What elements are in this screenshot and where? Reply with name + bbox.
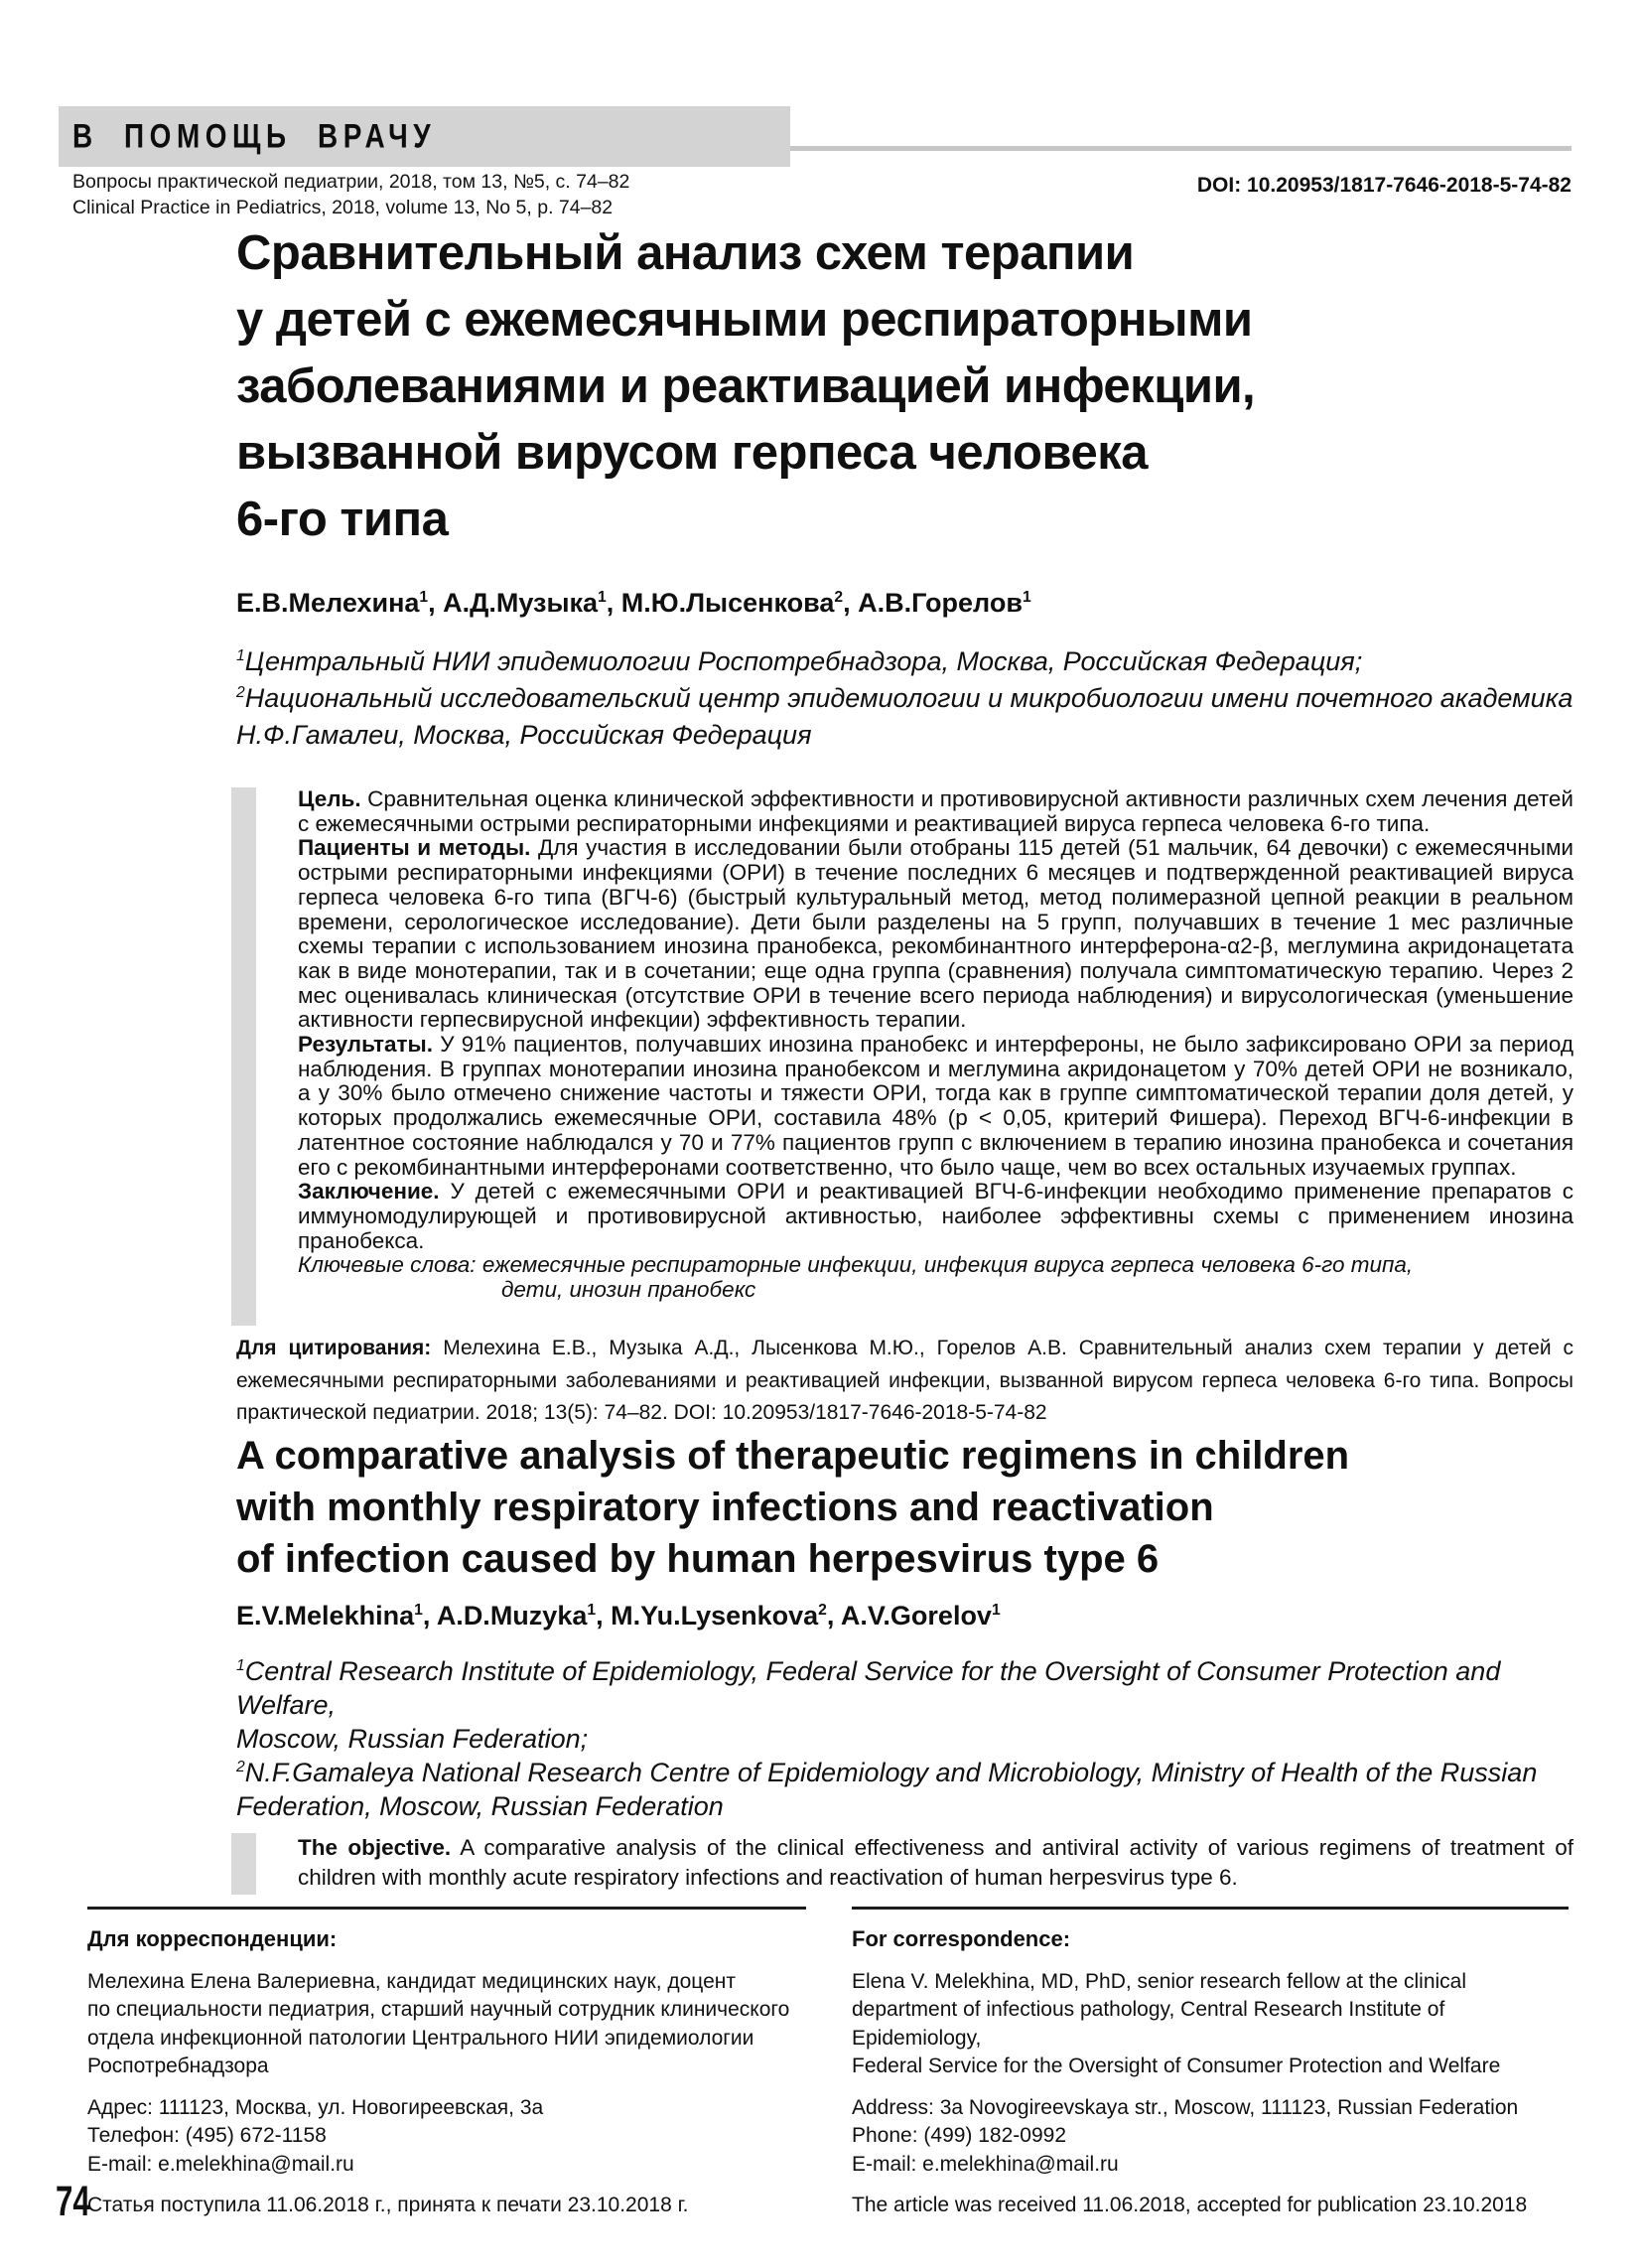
correspondence-block: Адрес: 111123, Москва, ул. Новогиреевская, 3а Телефон: (495) 672-1158 E-mail: e.melekhina@mail.ru (87, 2095, 544, 2176)
journal-info-en: Clinical Practice in Pediatrics, 2018, volume 13, No 5, p. 74–82 (72, 197, 614, 218)
objective-label: The objective. (298, 1835, 452, 1860)
article-title-en: A comparative analysis of therapeutic regimens in children with monthly respiratory infections and reactivation of infection caused by human herpesvirus type 6 (236, 1434, 1350, 1581)
abstract-paragraph: Пациенты и методы. Для участия в исследовании были отобраны 115 детей (51 мальчик, 64 девочки) с ежемесячными острыми респираторными инфекциями (ОРИ) в течение последних 6 месяцев и подтвержденной реактивацией вируса герпеса человека 6-го типа (ВГЧ-6) (быстрый культуральный метод, метод полимеразной цепной реакции в реальном времени, серологическое исследование). Дети были разделены на 5 групп, получавших в течение 1 мес различные схемы терапии с использованием инозина пранобекса, рекомбинантного интерферона-α2-β, меглумина акридонацетата как в виде монотерапии, так и в сочетании; еще одна группа (сравнения) получала симптоматическую терапию. Через 2 мес оценивалась клиническая (отсутствие ОРИ в течение всего периода наблюдения) и вирусологическая (уменьшение активности герпесвирусной инфекции) эффективность терапии. (298, 835, 1574, 1033)
citation-ru (236, 1333, 1574, 1430)
abstract-paragraphs (298, 787, 1574, 1253)
affiliation: $^2$N.F.Gamaleya National Research Centre of Epidemiology and Microbiology, Ministry of Health of the Russian Federation, Moscow, Russian Federation (236, 1758, 1538, 1821)
correspondence-ru-blocks (87, 1968, 806, 2220)
correspondence-ru-rule (87, 1907, 806, 1910)
section-header-bar (59, 106, 790, 167)
keywords-line2: дети, инозин пранобекс (501, 1277, 756, 1303)
affiliations-en (236, 1654, 1576, 1823)
objective-accent-bar (231, 1833, 256, 1895)
journal-info (72, 169, 629, 220)
correspondence-block: Мелехина Елена Валериевна, кандидат медицинских наук, доцент по специальности педиатрия, старший научный сотрудник клинического отдела инфекционной патологии Центрального НИИ эпидемиологии Роспотребнадзора (87, 1969, 790, 2077)
abstract-accent-bar (231, 787, 256, 1326)
authors-en: E.V.Melekhina$^1$, A.D.Muzyka$^1$, M.Yu.Lysenkova$^2$, A.V.Gorelov$^1$ (236, 1601, 1001, 1630)
abstract-paragraph: Цель. Сравнительная оценка клинической эффективности и противовирусной активности различных схем лечения детей с ежемесячными острыми респираторными инфекциями и реактивацией вируса герпеса человека 6-го типа. (298, 786, 1574, 836)
doi-label: DOI: 10.20953/1817-7646-2018-5-74-82 (1196, 174, 1572, 197)
correspondence-en (852, 1907, 1569, 2233)
abstract-paragraph: Заключение. У детей с ежемесячными ОРИ и реактивацией ВГЧ-6-инфекции необходимо применение препаратов с иммуномодулирующей и противовирусной активностью, наиболее эффективны схемы с применением инозина пранобекса. (298, 1179, 1574, 1253)
correspondence-ru (87, 1907, 806, 2233)
correspondence-en-blocks (852, 1968, 1569, 2220)
abstract-ru (231, 787, 1574, 1303)
correspondence-block: Статья поступила 11.06.2018 г., принята к печати 23.10.2018 г. (87, 2194, 689, 2216)
correspondence-block: Address: 3a Novogireevskaya str., Moscow, 111123, Russian Federation Phone: (499) 182-0992 E-mail: e.melekhina@mail.ru (852, 2095, 1519, 2176)
objective-text: The objective. A comparative analysis of the clinical effectiveness and antiviral activity of various regimens of treatment of children with monthly acute respiratory infections and reactivation of human herpesvirus type 6. (298, 1835, 1574, 1890)
correspondence-en-heading: For correspondence: (852, 1926, 1071, 1951)
citation-text: Мелехина Е.В., Музыка А.Д., Лысенкова М.Ю., Горелов А.В. Сравнительный анализ схем терапии у детей с ежемесячными респираторными заболеваниями и реактивацией инфекции, вызванной вирусом герпеса человека 6-го типа. Вопросы практической педиатрии. 2018; 13(5): 74–82. DOI: 10.20953/1817-7646-2018-5-74-82 (236, 1337, 1574, 1424)
affiliation: $^1$Central Research Institute of Epidemiology, Federal Service for the Oversight of Consumer Protection and Welfare, Moscow, Russian Federation; (236, 1656, 1501, 1754)
correspondence-en-rule (852, 1907, 1569, 1910)
keywords-ru: Ключевые слова: ежемесячные респираторные инфекции, инфекция вируса герпеса человека 6-го типа, дети, инозин пранобекс (298, 1252, 1414, 1303)
journal-info-ru: Вопросы практической педиатрии, 2018, том 13, №5, с. 74–82 (72, 171, 630, 193)
abstract-text (298, 787, 1574, 1303)
section-label: В ПОМОЩЬ ВРАЧУ (71, 116, 437, 155)
abstract-paragraph: Результаты. У 91% пациентов, получавших инозина пранобекс и интерфероны, не было зафиксировано ОРИ за период наблюдения. В группах монотерапии инозина пранобексом и меглумина акридонацетом у 70% детей ОРИ не возникало, а у 30% было отмечено снижение частоты и тяжести ОРИ, тогда как в группе симптоматической терапии доля детей, у которых продолжались ежемесячные ОРИ, составила 48% (p < 0,05, критерий Фишера). Переход ВГЧ-6-инфекции в латентное состояние наблюдался у 70 и 77% пациентов групп с включением в терапию инозина пранобекса и сочетания его с рекомбинантными интерферонами соответственно, что было чаще, чем во всех остальных изучаемых группах. (298, 1032, 1574, 1180)
header-rule (790, 146, 1572, 151)
correspondence-block: The article was received 11.06.2018, accepted for publication 23.10.2018 (852, 2194, 1528, 2216)
article-title-ru: Сравнительный анализ схем терапии у детей с ежемесячными респираторными заболеваниями и реактивацией инфекции, вызванной вирусом герпеса человека 6-го типа (236, 226, 1256, 546)
citation-label: Для цитирования: (236, 1337, 432, 1359)
page-number: 74 (56, 2179, 90, 2226)
affiliations-ru (236, 643, 1576, 754)
authors-ru: Е.В.Мелехина$^1$, А.Д.Музыка$^1$, М.Ю.Лысенкова$^2$, А.В.Горелов$^1$ (236, 588, 1031, 618)
objective-en (231, 1833, 1574, 1893)
correspondence-block: Elena V. Melekhina, MD, PhD, senior research fellow at the clinical department of infectious pathology, Central Research Institute of Epidemiology, Federal Service for the Oversight of Consumer Protection and Welfare (852, 1969, 1501, 2077)
affiliation: $^1$Центральный НИИ эпидемиологии Роспотребнадзора, Москва, Российская Федерация; (236, 646, 1363, 676)
affiliation: $^2$Национальный исследовательский центр эпидемиологии и микробиологии имени почетного академика Н.Ф.Гамалеи, Москва, Российская Федерация (236, 683, 1574, 750)
correspondence-ru-heading: Для корреспонденции: (87, 1926, 338, 1951)
